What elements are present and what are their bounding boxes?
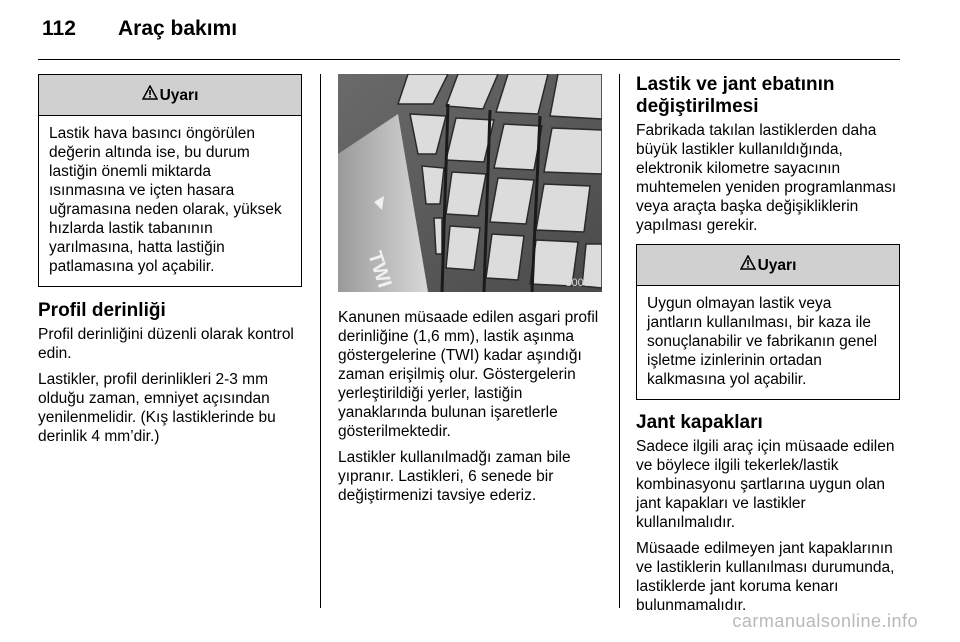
warning-text: Uygun olmayan lastik veya jantların kullanılması, bir kaza ile sonuçlanabilir ve fabrikanın genel işletme izinlerinin ortadan kalkmasına yol açabilir. bbox=[647, 295, 878, 388]
header-rule bbox=[38, 59, 900, 60]
warning-text: Lastik hava basıncı öngörülen değerin altında ise, bu durum lastiğin önemli miktarda ısınmasına ve içten hasara uğramasına neden olarak, yüksek hızlarda lastik tabanının yarılmasına, hatta lastiğin patlamasına yol açabilir. bbox=[49, 125, 282, 275]
section-heading-profile-depth: Profil derinliği bbox=[38, 300, 166, 321]
image-number: 30055 bbox=[565, 277, 596, 289]
column-divider-1 bbox=[320, 74, 321, 608]
paragraph: Sadece ilgili araç için müsaade edilen ve böylece ilgili tekerlek/lastik kombinasyonu şartlarına uygun olan jant kapakları ve lastikler kullanılmalıdır. bbox=[636, 438, 895, 531]
column-2 bbox=[338, 74, 602, 512]
paragraph: Profil derinliğini düzenli olarak kontrol edin. bbox=[38, 326, 294, 362]
page-number: 112 bbox=[42, 17, 76, 40]
section-heading-tire-rim-size: Lastik ve jant ebatının değiştirilmesi bbox=[636, 74, 835, 117]
paragraph: Lastikler kullanılmadğı zaman bile yıpranır. Lastikleri, 6 senede bir değiştirmenizi tavsiye ederiz. bbox=[338, 449, 571, 504]
warning-triangle-icon bbox=[740, 255, 756, 275]
page-title: Araç bakımı bbox=[118, 17, 238, 40]
warning-box-tire-pressure bbox=[38, 74, 302, 287]
paragraph: Fabrikada takılan lastiklerden daha büyük lastikler kullanıldığında, elektronik kilometre sayacının muhtemelen yeniden programlanması veya araçta başka değişikliklerin yapılması gerekir. bbox=[636, 122, 897, 234]
warning-header bbox=[39, 75, 301, 116]
watermark: carmanualsonline.info bbox=[732, 611, 918, 631]
warning-label: Uyarı bbox=[159, 86, 199, 104]
tire-tread-photo bbox=[338, 74, 602, 292]
warning-label: Uyarı bbox=[757, 256, 797, 274]
paragraph: Müsaade edilmeyen jant kapaklarının ve lastiklerin kullanılması durumunda, lastiklerde jant koruma kenarı bulunmamalıdır. bbox=[636, 540, 895, 614]
paragraph: Kanunen müsaade edilen asgari profil derinliğine (1,6 mm), lastik aşınma göstergelerine (TWI) kadar aşındığı zaman erişilmiş olur. Göstergelerin yerleştirildiği yerler, lastiğin yanaklarında bulunan işaretlerle gösterilmektedir. bbox=[338, 309, 599, 440]
warning-box-unsuitable-tires bbox=[636, 244, 900, 400]
column-3 bbox=[636, 74, 900, 622]
section-heading-wheel-covers: Jant kapakları bbox=[636, 412, 763, 433]
column-1 bbox=[38, 74, 302, 453]
warning-header bbox=[637, 245, 899, 286]
column-divider-2 bbox=[619, 74, 620, 608]
warning-triangle-icon bbox=[142, 85, 158, 105]
paragraph: Lastikler, profil derinlikleri 2-3 mm olduğu zaman, emniyet açısından yenilenmelidir. (Kış lastiklerinde bu derinlik 4 mm’dir.) bbox=[38, 371, 276, 445]
twi-label: TWI bbox=[363, 248, 396, 291]
